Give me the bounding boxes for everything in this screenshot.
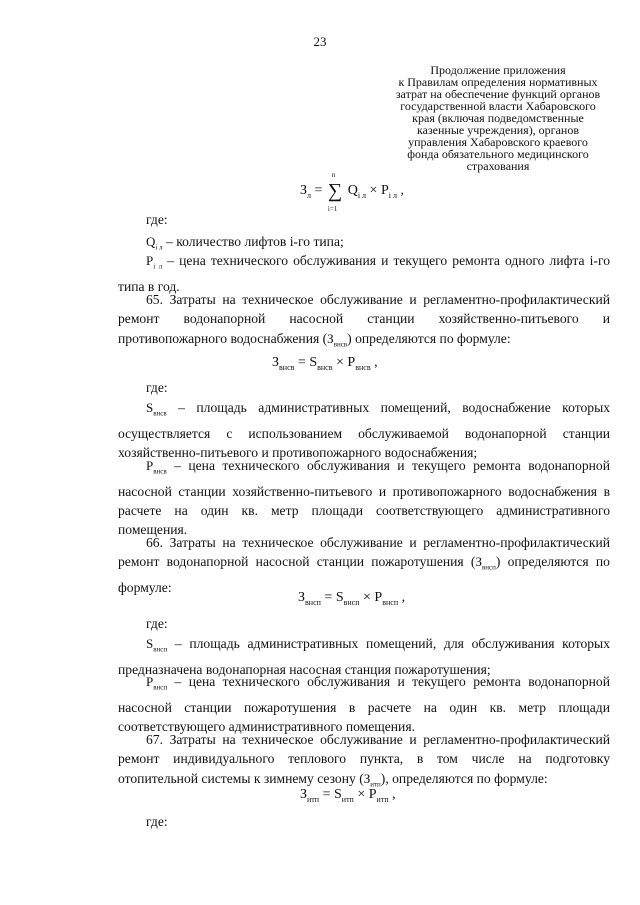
appendix-line: к Правилам определения нормативных	[398, 75, 598, 89]
paragraph-67: 67. Затраты на техническое обслуживание и регламентно-профилактический ремонт индивидуального теплового пункта, в том числе на подготовку отопительной системы к зимнему сезону $(З_{итп})$, определяются по формуле:	[118, 732, 610, 789]
where-label: где:	[146, 380, 168, 395]
appendix-line: фонда обязательного медицинского	[407, 147, 589, 161]
paragraph-65: 65. Затраты на техническое обслуживание и регламентно-профилактический ремонт водонапорной насосной станции хозяйственно-питьевого и противопожарного водоснабжения $(З_{внсв})$ определяются по формуле:	[118, 292, 610, 349]
paragraph-66: 66. Затраты на техническое обслуживание и регламентно-профилактический ремонт водонапорной насосной станции пожаротушения $(З_{внсп})$ определяются по формуле:	[118, 535, 610, 596]
where-label: где:	[146, 814, 168, 829]
appendix-line: казенные учреждения), органов	[416, 123, 580, 137]
where-label: где:	[146, 212, 168, 227]
formula-vnsp: $З_{внсп} = S_{внсп} \times P_{внсп}$ ,	[298, 590, 406, 607]
definition-s-vnsp: $S_{внсп}$ – площадь административных помещений, для обслуживания которых предназначена водонапорная насосная станция пожаротушения;	[118, 636, 610, 677]
appendix-line: государственной власти Хабаровского	[400, 99, 596, 113]
appendix-line: затрат на обеспечение функций органов	[395, 87, 601, 101]
where-label: где:	[146, 616, 168, 631]
definition-p-vnsp: $P_{внсп}$ – цена технического обслуживания и текущего ремонта водонапорной насосной станции пожаротушения в расчете на один кв. метр площади соответствующего административного помещения.	[118, 674, 610, 735]
definition-q-lifts: $Q_{i л}$ – количество лифтов i-го типа;	[146, 234, 344, 252]
appendix-line: страхования	[466, 159, 530, 173]
page-number: 23	[313, 34, 327, 49]
formula-itp: $З_{итп} = S_{итп} \times P_{итп}$ ,	[300, 787, 396, 804]
sum-symbol: ∑ n i=1	[327, 171, 343, 213]
appendix-line: Продолжение приложения	[430, 63, 566, 77]
formula-vnsv: $З_{внсв} = S_{внсв} \times P_{внсв}$ ,	[272, 355, 378, 372]
formula-lifts: $З_л$ = ∑ n i=1 $Q_{i л} \times P_{i л}$ ,	[300, 171, 404, 213]
definition-p-lifts: $P_{i л}$ – цена технического обслуживания и текущего ремонта одного лифта i-го типа в год.	[118, 253, 610, 294]
definition-s-vnsv: $S_{внсв}$ – площадь административных помещений, водоснабжение которых осуществляется с использованием обслуживаемой водонапорной станции хозяйственно-питьевого и противопожарного водоснабжения;	[118, 400, 610, 461]
appendix-line: края (включая подведомственные	[412, 111, 584, 125]
appendix-header	[378, 64, 618, 172]
appendix-line: управления Хабаровского краевого	[408, 135, 588, 149]
definition-p-vnsv: $P_{внсв}$ – цена технического обслуживания и текущего ремонта водонапорной насосной станции хозяйственно-питьевого и противопожарного водоснабжения в расчете на один кв. метр площади соответствующего административного помещения.	[118, 458, 610, 538]
